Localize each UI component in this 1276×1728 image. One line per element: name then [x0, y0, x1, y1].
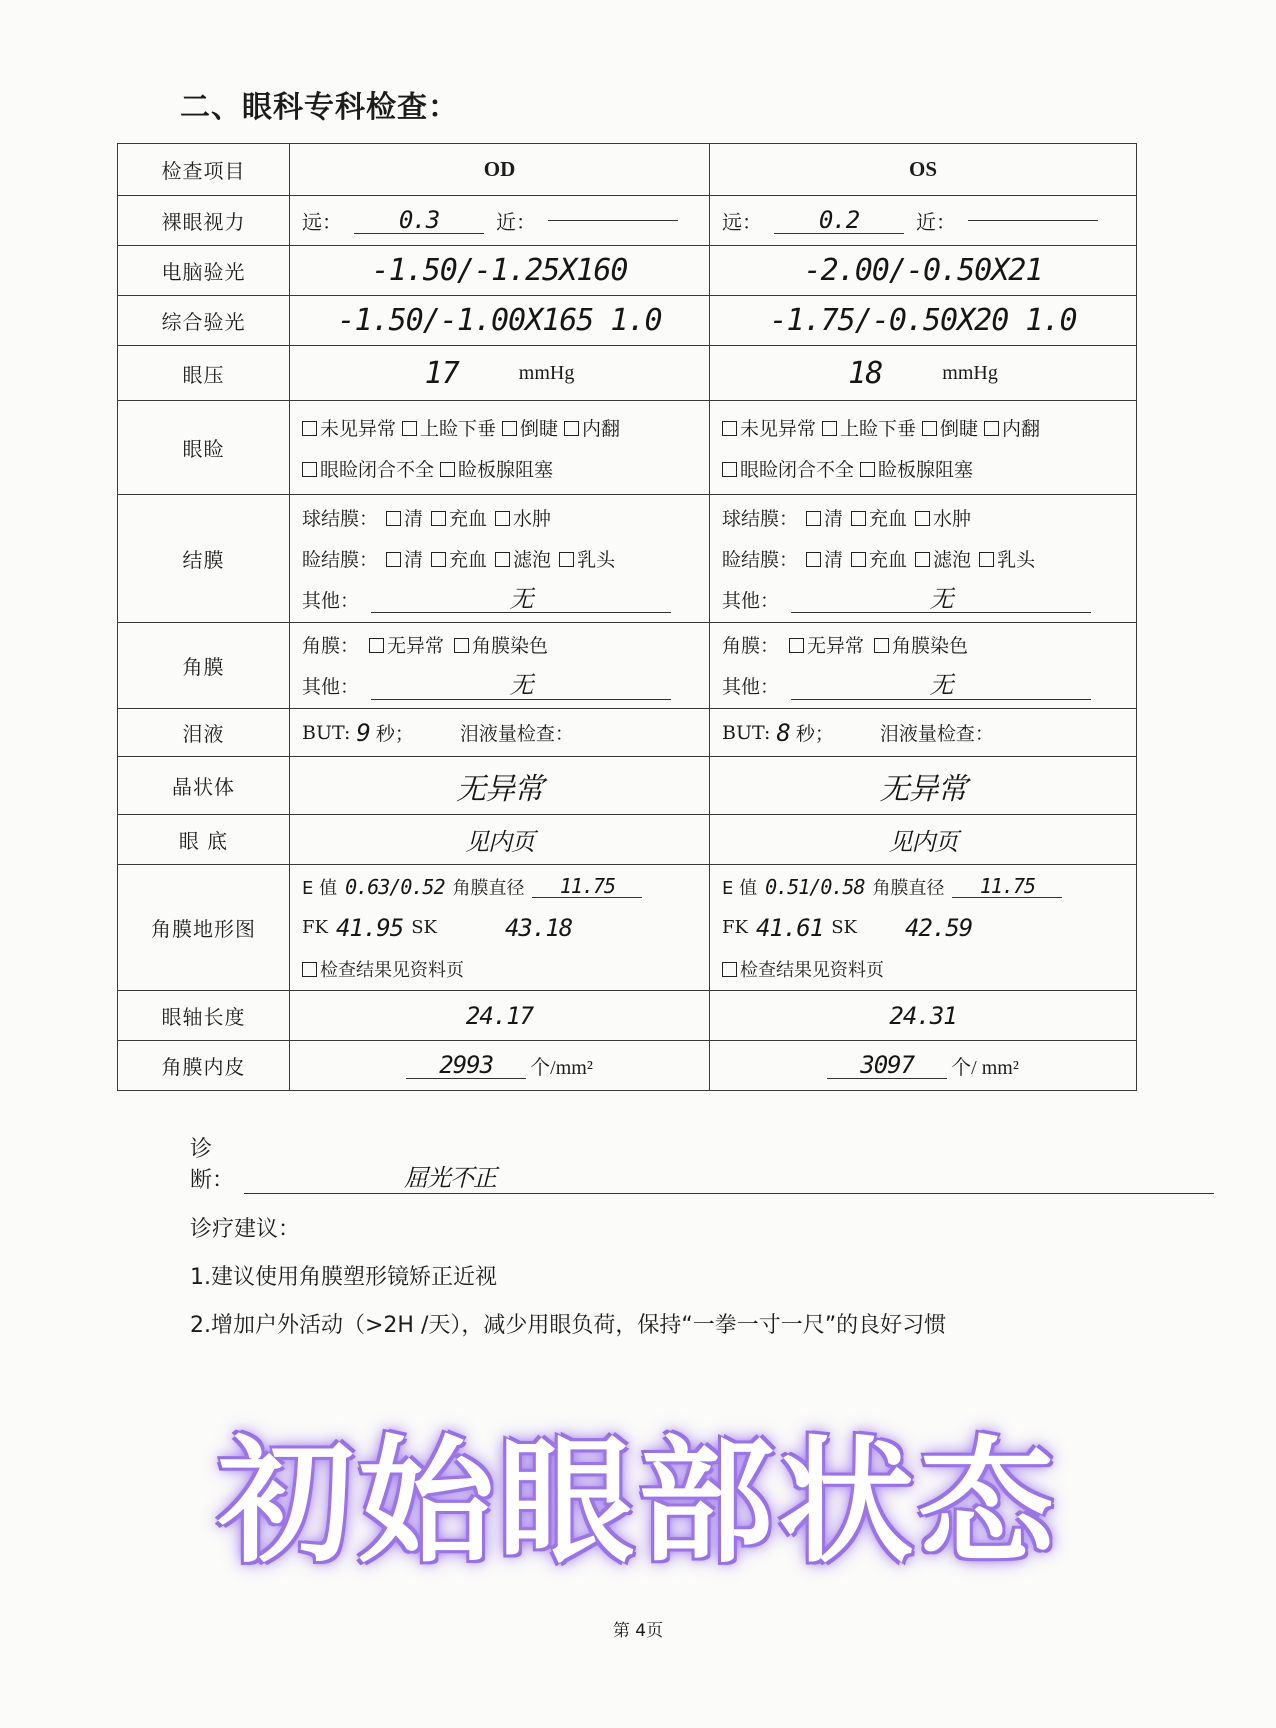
od-far-value: 0.3: [354, 207, 484, 234]
option-label: 睑板腺阻塞: [458, 458, 554, 481]
checkbox-see-data[interactable]: [302, 956, 464, 982]
axial-length-row: [118, 991, 1137, 1041]
palpebral-label: 睑结膜：: [302, 548, 379, 571]
od-fk-value: 41.95: [335, 913, 404, 942]
other-label: 其他：: [302, 676, 360, 699]
naked-vision-row: [118, 196, 1137, 246]
header-os: OS: [710, 144, 1137, 196]
checkbox-icon[interactable]: [386, 552, 401, 567]
checkbox-icon[interactable]: [789, 638, 804, 653]
checkbox-normal[interactable]: [302, 414, 396, 441]
option-label: 睑板腺阻塞: [878, 458, 974, 481]
eyelid-label: 眼睑: [118, 401, 290, 495]
eyelid-od: [290, 401, 710, 495]
bulbar-label: 球结膜：: [722, 507, 799, 530]
iop-od-value: 17: [424, 355, 459, 391]
comprehensive-refraction-label: 综合验光: [118, 296, 290, 346]
iop-od: [290, 346, 710, 401]
option-label: 眼睑闭合不全: [320, 458, 435, 481]
checkbox-icon[interactable]: [722, 462, 737, 477]
checkbox-ptosis[interactable]: [822, 414, 916, 441]
checkbox-congestion[interactable]: [431, 545, 487, 572]
lens-od: 无异常: [290, 757, 710, 815]
iop-row: [118, 346, 1137, 401]
cornea-prefix: 角膜：: [302, 635, 360, 658]
endothelium-unit: 个/mm²: [530, 1057, 593, 1079]
option-label: 清: [824, 507, 844, 530]
checkbox-icon[interactable]: [984, 421, 999, 436]
e-value-label: E 值: [722, 877, 758, 899]
os-near-value: [968, 220, 1098, 221]
option-label: 无异常: [387, 635, 445, 658]
option-label: 清: [404, 548, 424, 571]
checkbox-edema[interactable]: [495, 504, 551, 531]
checkbox-icon[interactable]: [454, 638, 469, 653]
checkbox-no-abnormal[interactable]: [369, 631, 444, 658]
comprehensive-refraction-row: [118, 296, 1137, 346]
checkbox-icon[interactable]: [722, 421, 737, 436]
checkbox-icon[interactable]: [495, 552, 510, 567]
checkbox-icon[interactable]: [860, 462, 875, 477]
checkbox-icon[interactable]: [851, 552, 866, 567]
tear-label: 泪液: [118, 709, 290, 757]
checkbox-icon[interactable]: [915, 511, 930, 526]
conjunctiva-od-other: 无: [371, 586, 671, 613]
iop-os-value: 18: [848, 355, 883, 391]
sk-label: SK: [411, 917, 437, 938]
os-sk-value: 42.59: [904, 913, 973, 942]
checkbox-clear[interactable]: [386, 545, 423, 572]
iop-label: 眼压: [118, 346, 290, 401]
option-label: 水肿: [933, 507, 972, 530]
checkbox-trichiasis[interactable]: [502, 414, 558, 441]
other-label: 其他：: [722, 589, 780, 612]
endothelium-od-value: 2993: [406, 1052, 526, 1079]
checkbox-icon[interactable]: [806, 511, 821, 526]
near-label: 近：: [496, 210, 536, 234]
overlay-caption: 初始眼部状态: [218, 1424, 1058, 1582]
checkbox-papilla[interactable]: [559, 545, 615, 572]
lens-os: 无异常: [710, 757, 1137, 815]
os-diameter-value: 11.75: [952, 875, 1062, 898]
conjunctiva-os-other: 无: [791, 586, 1091, 613]
option-label: 滤泡: [513, 548, 552, 571]
checkbox-icon[interactable]: [559, 552, 574, 567]
checkbox-icon[interactable]: [302, 962, 317, 977]
option-label: 滤泡: [933, 548, 972, 571]
checkbox-entropion[interactable]: [564, 414, 620, 441]
checkbox-follicle[interactable]: [915, 545, 971, 572]
cornea-od: [290, 623, 710, 709]
cornea-row: [118, 623, 1137, 709]
option-label: 未见异常: [740, 417, 817, 440]
option-label: 乳头: [577, 548, 616, 571]
but-label: BUT:: [302, 721, 351, 744]
endothelium-od: [290, 1041, 710, 1091]
checkbox-lagophthalmos[interactable]: [302, 455, 434, 482]
fundus-od: 见内页: [290, 815, 710, 865]
tear-os: [710, 709, 1137, 757]
checkbox-icon[interactable]: [564, 421, 579, 436]
tear-os-but: 8: [776, 718, 790, 747]
fundus-os: 见内页: [710, 815, 1137, 865]
checkbox-icon[interactable]: [386, 511, 401, 526]
tear-od-but: 9: [356, 718, 370, 747]
option-label: 清: [824, 548, 844, 571]
option-label: 充血: [869, 507, 908, 530]
axial-length-od: 24.17: [290, 991, 710, 1041]
cornea-os: [710, 623, 1137, 709]
fundus-row: [118, 815, 1137, 865]
topography-os: [710, 865, 1137, 991]
endothelium-os: [710, 1041, 1137, 1091]
conjunctiva-label: 结膜: [118, 495, 290, 623]
od-e-value: 0.63/0.52: [345, 874, 445, 899]
option-label: 角膜染色: [472, 635, 549, 658]
topography-row: [118, 865, 1137, 991]
naked-vision-label: 裸眼视力: [118, 196, 290, 246]
computer-refraction-label: 电脑验光: [118, 246, 290, 296]
other-label: 其他：: [722, 676, 780, 699]
checkbox-see-data[interactable]: [722, 956, 884, 982]
option-label: 清: [404, 507, 424, 530]
checkbox-follicle[interactable]: [495, 545, 551, 572]
checkbox-icon[interactable]: [302, 462, 317, 477]
other-label: 其他：: [302, 589, 360, 612]
option-label: 乳头: [997, 548, 1036, 571]
checkbox-trichiasis[interactable]: [922, 414, 978, 441]
seconds-label: 秒；: [375, 723, 414, 745]
os-far-value: 0.2: [774, 207, 904, 234]
option-label: 倒睫: [520, 417, 559, 440]
cornea-os-other: 无: [791, 672, 1091, 699]
lens-label: 晶状体: [118, 757, 290, 815]
endothelium-unit: 个/ mm²: [951, 1057, 1019, 1079]
seconds-label: 秒；: [795, 723, 834, 745]
checkbox-icon[interactable]: [495, 511, 510, 526]
conjunctiva-row: [118, 495, 1137, 623]
checkbox-icon[interactable]: [431, 552, 446, 567]
option-label: 水肿: [513, 507, 552, 530]
eyelid-os: [710, 401, 1137, 495]
checkbox-icon[interactable]: [722, 962, 737, 977]
checkbox-normal[interactable]: [722, 414, 816, 441]
option-label: 上睑下垂: [420, 417, 497, 440]
naked-vision-os: [710, 196, 1137, 246]
option-label: 内翻: [582, 417, 621, 440]
far-label: 远：: [722, 210, 762, 234]
checkbox-icon[interactable]: [874, 638, 889, 653]
near-label: 近：: [916, 210, 956, 234]
advice-item-2: 2.增加户外活动（>2H /天），减少用眼负荷，保持“一拳一寸一尺”的良好习惯: [190, 1313, 947, 1338]
naked-vision-od: [290, 196, 710, 246]
checkbox-ptosis[interactable]: [402, 414, 496, 441]
os-e-value: 0.51/0.58: [765, 874, 865, 899]
fk-label: FK: [722, 917, 748, 938]
option-label: 眼睑闭合不全: [740, 458, 855, 481]
checkbox-icon[interactable]: [431, 511, 446, 526]
comprehensive-refraction-od: -1.50/-1.00X165 1.0: [290, 296, 710, 346]
e-value-label: E 值: [302, 877, 338, 899]
header-item: 检查项目: [118, 144, 290, 196]
checkbox-clear[interactable]: [806, 545, 843, 572]
endothelium-label: 角膜内皮: [118, 1041, 290, 1091]
checkbox-stain[interactable]: [454, 631, 548, 658]
option-label: 充血: [449, 548, 488, 571]
lens-row: [118, 757, 1137, 815]
topography-label: 角膜地形图: [118, 865, 290, 991]
fundus-label: 眼 底: [118, 815, 290, 865]
checkbox-entropion[interactable]: [984, 414, 1040, 441]
option-label: 内翻: [1002, 417, 1041, 440]
option-label: 充血: [869, 548, 908, 571]
advice-section: [190, 1206, 1090, 1350]
iop-unit: mmHg: [518, 361, 575, 384]
palpebral-label: 睑结膜：: [722, 548, 799, 571]
checkbox-no-abnormal[interactable]: [789, 631, 864, 658]
conjunctiva-od: [290, 495, 710, 623]
checkbox-icon[interactable]: [806, 552, 821, 567]
far-label: 远：: [302, 210, 342, 234]
cornea-od-other: 无: [371, 672, 671, 699]
checkbox-icon[interactable]: [922, 421, 937, 436]
checkbox-icon[interactable]: [369, 638, 384, 653]
computer-refraction-od: -1.50/-1.25X160: [290, 246, 710, 296]
computer-refraction-os: -2.00/-0.50X21: [710, 246, 1137, 296]
od-sk-value: 43.18: [504, 913, 573, 942]
diagnosis-label: 诊断：: [190, 1137, 235, 1193]
fk-label: FK: [302, 917, 328, 938]
checkbox-edema[interactable]: [915, 504, 971, 531]
axial-length-label: 眼轴长度: [118, 991, 290, 1041]
checkbox-clear[interactable]: [806, 504, 843, 531]
option-label: 充血: [449, 507, 488, 530]
checkbox-icon[interactable]: [915, 552, 930, 567]
axial-length-os: 24.31: [710, 991, 1137, 1041]
checkbox-congestion[interactable]: [431, 504, 487, 531]
checkbox-lagophthalmos[interactable]: [722, 455, 854, 482]
checkbox-icon[interactable]: [822, 421, 837, 436]
checkbox-meibomian[interactable]: [860, 455, 973, 482]
conjunctiva-os: [710, 495, 1137, 623]
option-label: 检查结果见资料页: [740, 959, 884, 981]
checkbox-congestion[interactable]: [851, 504, 907, 531]
option-label: 无异常: [807, 635, 865, 658]
checkbox-stain[interactable]: [874, 631, 968, 658]
header-od: OD: [290, 144, 710, 196]
os-fk-value: 41.61: [755, 913, 824, 942]
od-near-value: [548, 220, 678, 221]
checkbox-meibomian[interactable]: [440, 455, 553, 482]
diagnosis-row: [190, 1137, 1090, 1194]
cornea-prefix: 角膜：: [722, 635, 780, 658]
iop-os: [710, 346, 1137, 401]
advice-item-1: 1.建议使用角膜塑形镜矫正近视: [190, 1265, 497, 1290]
header-row: [118, 144, 1137, 196]
checkbox-icon[interactable]: [402, 421, 417, 436]
comprehensive-refraction-os: -1.75/-0.50X20 1.0: [710, 296, 1137, 346]
topography-od: [290, 865, 710, 991]
iop-unit: mmHg: [942, 361, 998, 384]
computer-refraction-row: [118, 246, 1137, 296]
checkbox-icon[interactable]: [302, 421, 317, 436]
od-diameter-value: 11.75: [532, 875, 642, 898]
diagnosis-section: [190, 1137, 1090, 1350]
tear-volume-label: 泪液量检查：: [879, 723, 994, 745]
tear-volume-label: 泪液量检查：: [459, 723, 574, 745]
bulbar-label: 球结膜：: [302, 507, 379, 530]
checkbox-icon[interactable]: [851, 511, 866, 526]
option-label: 角膜染色: [892, 635, 969, 658]
checkbox-icon[interactable]: [979, 552, 994, 567]
cornea-label: 角膜: [118, 623, 290, 709]
option-label: 未见异常: [320, 417, 397, 440]
sk-label: SK: [831, 917, 857, 938]
diameter-label: 角膜直径: [452, 877, 525, 899]
tear-od: [290, 709, 710, 757]
option-label: 检查结果见资料页: [320, 959, 464, 981]
diameter-label: 角膜直径: [872, 877, 945, 899]
endothelium-os-value: 3097: [827, 1052, 947, 1079]
checkbox-congestion[interactable]: [851, 545, 907, 572]
exam-table: [117, 143, 1137, 1091]
but-label: BUT:: [722, 721, 771, 744]
option-label: 上睑下垂: [840, 417, 917, 440]
section-title: 二、眼科专科检查：: [180, 90, 459, 125]
diagnosis-value: 屈光不正: [244, 1158, 1214, 1194]
tear-row: [118, 709, 1137, 757]
option-label: 倒睫: [940, 417, 979, 440]
checkbox-clear[interactable]: [386, 504, 423, 531]
page-number: 第 4页: [612, 1621, 664, 1641]
eyelid-row: [118, 401, 1137, 495]
checkbox-papilla[interactable]: [979, 545, 1035, 572]
advice-label: 诊疗建议：: [190, 1217, 301, 1242]
endothelium-row: [118, 1041, 1137, 1091]
checkbox-icon[interactable]: [440, 462, 455, 477]
checkbox-icon[interactable]: [502, 421, 517, 436]
